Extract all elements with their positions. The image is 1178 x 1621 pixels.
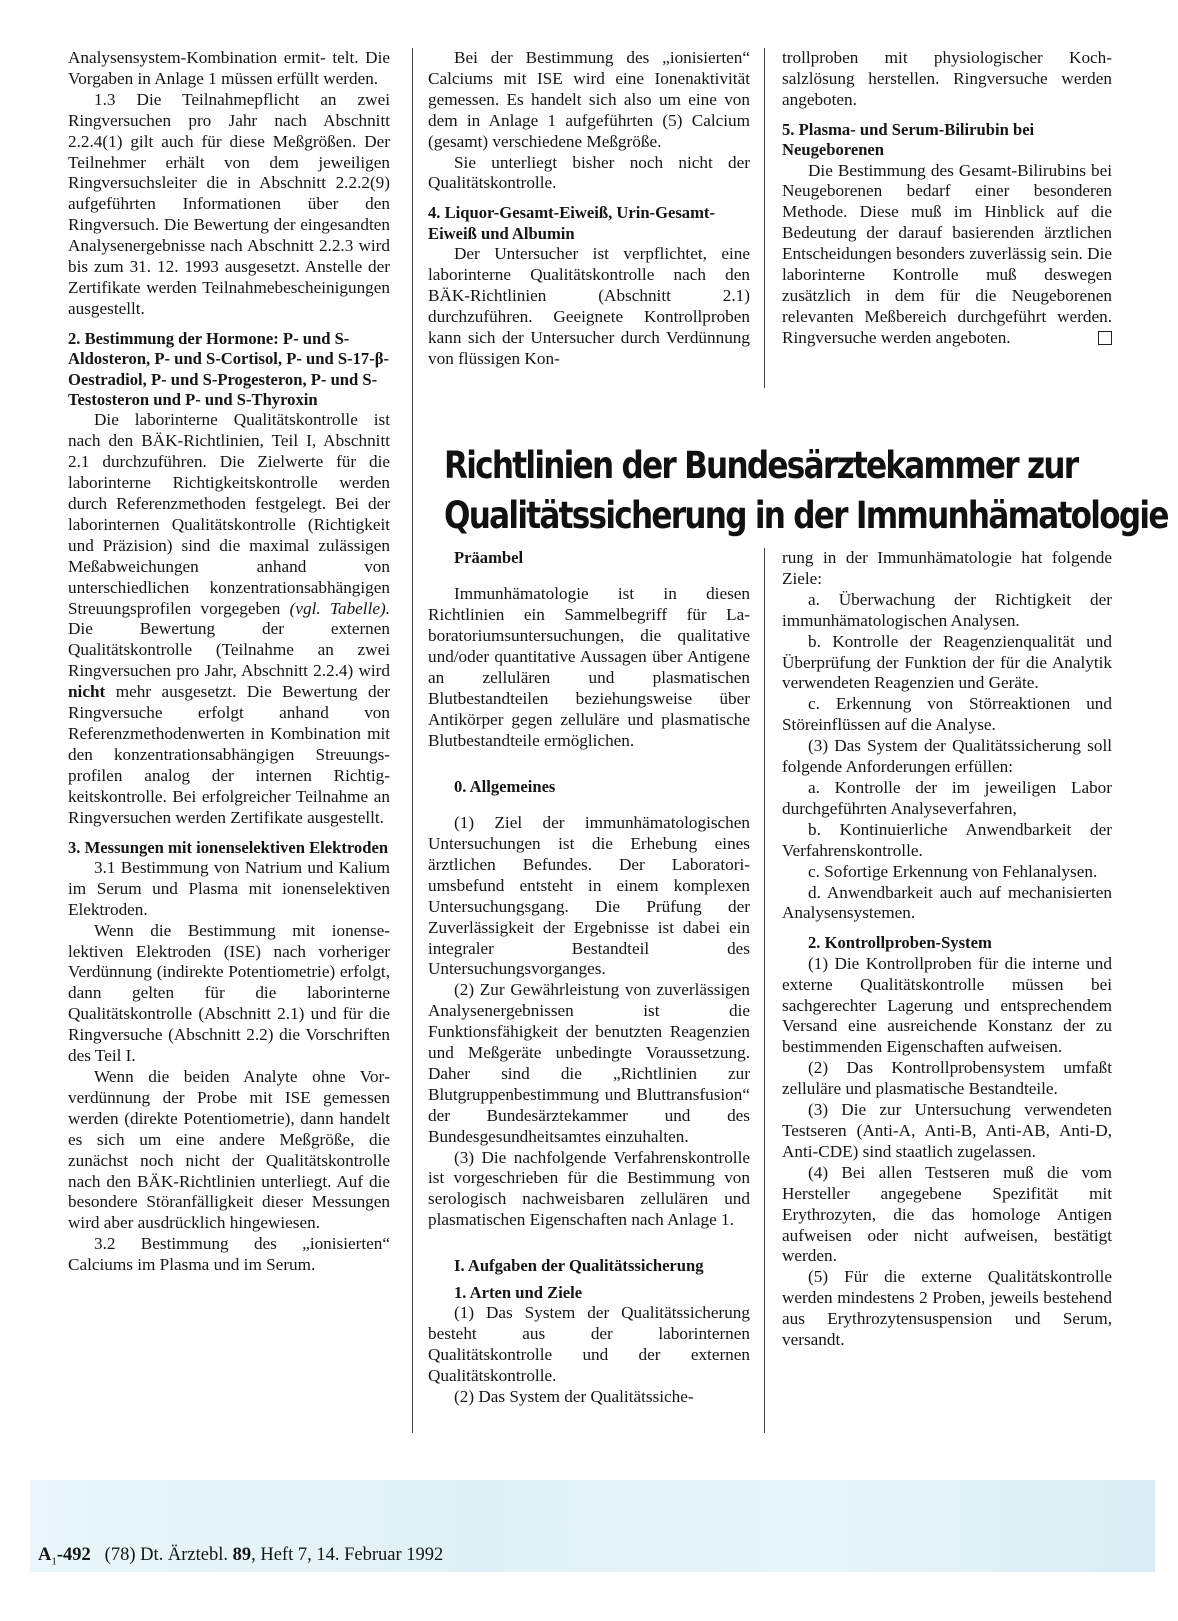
paragraph: d. Anwendbarkeit auch auf mechanisierten Analysensystemen. bbox=[782, 882, 1112, 923]
heading-praeambel: Präambel bbox=[454, 548, 524, 567]
paragraph: (2) Das System der Qualitätssiche- bbox=[454, 1386, 694, 1406]
column-rule bbox=[764, 548, 765, 1433]
heading-kontrollproben: 2. Kontrollproben-System bbox=[808, 933, 992, 953]
paragraph: a. Überwachung der Richtigkeit der immunhämatologischen Analysen. bbox=[782, 589, 1112, 630]
column-rule bbox=[412, 48, 413, 1433]
paragraph: Die laborinterne Qualitätskontrolle ist nach den BÄK-Richtlinien, Teil I, Abschnitt 2.1 durchzuführen. Die Zielwerte für die laborinterne Richtigkeitskontrolle werden durch Referenzmethoden festgelegt. Bei der laborinternen Qualitätskontrolle (Richtigkeit und Präzision) sind die maximal zulässigen Meßabweichungen anhand von unterschiedlichen konzentrationsabhängigen Streuungsprofilen vorgegeben (vgl. Tabelle). Die Bewertung der externen Qualitätskontrolle (Teilnahme an zwei Ringversuchen pro Jahr, Abschnitt 2.2.4) wird nicht mehr ausgesetzt. Die Bewertung der Ringversuche erfolgt anhand von Referenzmethodenwerten in Kombination mit den konzentrationsabhängigen Streuungsprofilen analog der internen Richtigkeitskontrolle. Bei erfolgreicher Teilnahme an Ringversuchen werden Zertifikate ausgestellt. bbox=[68, 410, 390, 827]
section-heading-2: 2. Bestimmung der Hormone: P- und S-Aldosteron, P- und S-Cortisol, P- und S-17-β-Oestradiol, P- und S-Progesteron, P- und S-Testosteron und P- und S-Thyroxin bbox=[68, 328, 389, 409]
paragraph: (2) Das Kontrollprobensystem umfaßt zelluläre und plasmatische Bestandteile. bbox=[782, 1058, 1112, 1099]
paragraph-1-3: 1.3 Die Teilnahmepflicht an zwei Ringversuchen pro Jahr nach Abschnitt 2.2.4(1) gilt auch für diese Meßgrößen. Der Teilnehmer erhält von dem jeweiligen Ringversuchsleiter die in Abschnitt 2.2.2(9) aufgeführten Informationen über den Ringversuch. Die Bewertung der eingesandten Analysenergebnisse nach Abschnitt 2.2.3 wird bis zum 31. 12. 1993 ausgesetzt. Anstelle der Zertifikate werden Teilnahmebescheinigungen ausgestellt. bbox=[68, 89, 390, 318]
heading-arten-und-ziele: 1. Arten und Ziele bbox=[454, 1282, 583, 1302]
paragraph: (1) Das System der Qualitätssicherung besteht aus der laborinternen Qualitätskontrolle und der externen Qualitätskontrolle. bbox=[428, 1303, 750, 1385]
paragraph: b. Kontinuierliche Anwendbarkeit der Verfahrenskontrolle. bbox=[782, 819, 1112, 860]
column-1 bbox=[68, 48, 390, 1276]
paragraph: Wenn die Bestimmung mit ionenselektiven Elektroden (ISE) nach vorheriger Verdünnung (indirekte Potentiometrie) erfolgt, dann gelten für die laborinterne Qualitätskontrolle (Abschnitt 2.1) und für die Ringversuche (Abschnitt 2.2) die Vorschriften des Teil I. bbox=[68, 920, 390, 1066]
column-3-bottom bbox=[782, 548, 1112, 1351]
column-2-bottom bbox=[428, 548, 750, 1408]
paragraph: b. Kontrolle der Reagenzienqualität und Überprüfung der Funktion der für die Analytik verwendeten Reagenzien und Geräte. bbox=[782, 631, 1112, 693]
paragraph: rung in der Immunhämatologie hat folgende Ziele: bbox=[782, 548, 1112, 588]
paragraph: Bei der Bestimmung des „ionisierten“ Calciums mit ISE wird eine Ionenaktivität gemessen. Es handelt sich also um eine von dem in Anlage 1 aufgeführten (5) Calcium (gesamt) verschiedene Meßgröße. bbox=[428, 48, 750, 151]
page-footer: $A_1-492$ (78) Dt. Ärztebl. 89, Heft 7, 14. Februar 1992 bbox=[38, 1545, 444, 1568]
paragraph: (4) Bei allen Testseren muß die vom Hersteller angegebene Spezifität mit Erythrozyten, die das homologe Antigen aufweisen oder nicht aufweisen, bestätigt werden. bbox=[782, 1162, 1112, 1266]
paragraph: (2) Zur Gewährleistung von zuverlässigen Analysenergebnissen ist die Funktionsfähigkeit der benutzten Reagenzien und Meßgeräte unbedingte Voraussetzung. Daher sind die „Richtlinien zur Blutgruppenbestimmung und Bluttransfusion“ der Bundesärztekammer und des Bundesgesundheitsamtes einzuhalten. bbox=[428, 980, 750, 1146]
section-heading-3: 3. Messungen mit ionenselektiven Elektroden bbox=[68, 837, 389, 857]
paragraph: (3) Die zur Untersuchung verwendeten Testseren (Anti-A, Anti-B, Anti-AB, Anti-D, Anti-CDE) sind staatlich zugelassen. bbox=[782, 1100, 1112, 1161]
paragraph: Analysensystem-Kombination ermit- telt. Die Vorgaben in Anlage 1 müssen erfüllt werden. bbox=[68, 48, 390, 88]
paragraph: Wenn die beiden Analyte ohne Vorverdünnung der Probe mit ISE gemessen werden (direkte Potentiometrie), dann handelt es sich um eine andere Meßgröße, die zunächst noch nicht der Qualitätskontrolle nach den BÄK-Richtlinien unterliegt. Auf die besondere Störanfälligkeit dieser Messungen wird aber ausdrücklich hingewiesen. bbox=[68, 1067, 390, 1233]
article-headline: Richtlinien der Bundesärztekammer zur Qualitätssicherung in der Immunhämatologie bbox=[444, 443, 1168, 537]
paragraph: c. Erkennung von Störreaktionen und Störeinflüssen auf die Analyse. bbox=[782, 694, 1112, 735]
end-of-article-icon bbox=[1098, 331, 1112, 345]
paragraph: 3.2 Bestimmung des „ionisierten“ Calciums im Plasma und im Serum. bbox=[68, 1234, 390, 1275]
column-3-top bbox=[782, 48, 1112, 349]
heading-allgemeines: 0. Allgemeines bbox=[454, 776, 556, 796]
paragraph: (5) Für die externe Qualitätskontrolle werden mindestens 2 Proben, jeweils bestehend aus Erythrozytensuspension und Serum, versandt. bbox=[782, 1267, 1112, 1350]
paragraph: Die Bestimmung des Gesamt-Bilirubins bei Neugeborenen bedarf einer besonderen Methode. Diese muß im Hinblick auf die Bedeutung der darauf basierenden ärztlichen Entscheidungen besonders zuverlässig sein. Die laborinterne Kontrolle muß deswegen zusätzlich in dem für die Neugeborenen relevanten Meßbereich durchgeführt werden. Ringversuche werden angeboten. bbox=[782, 160, 1112, 347]
paragraph: a. Kontrolle der im jeweiligen Labor durchgeführten Analyseverfahren, bbox=[782, 777, 1112, 818]
paragraph: 3.1 Bestimmung von Natrium und Kalium im Serum und Plasma mit ionenselektiven Elektroden. bbox=[68, 857, 390, 919]
paragraph: Der Untersucher ist verpflichtet, eine laborinterne Qualitätskontrolle nach den BÄK-Richtlinien (Abschnitt 2.1) durchzuführen. Geeignete Kontrollproben kann sich der Untersucher durch Verdünnung von flüssigen Kon- bbox=[428, 244, 750, 368]
paragraph: c. Sofortige Erkennung von Fehlanalysen. bbox=[808, 861, 1098, 881]
column-rule bbox=[764, 48, 765, 388]
paragraph: Sie unterliegt bisher noch nicht der Qualitätskontrolle. bbox=[428, 152, 750, 193]
column-2-top bbox=[428, 48, 750, 370]
paragraph: (3) Das System der Qualitätssicherung soll folgende Anforderungen erfüllen: bbox=[782, 736, 1112, 777]
heading-aufgaben: I. Aufgaben der Qualitätssicherung bbox=[454, 1256, 704, 1276]
section-heading-5: 5. Plasma- und Serum-Bilirubin bei Neugeborenen bbox=[782, 119, 1035, 160]
section-heading-4: 4. Liquor-Gesamt-Eiweiß, Urin-Gesamt-Eiweiß und Albumin bbox=[428, 203, 715, 243]
paragraph: (1) Die Kontrollproben für die interne und externe Qualitätskontrolle müssen bei sachgerechter Lagerung und entsprechendem Versand eine ausreichende Konstanz der zu bestimmenden Eigenschaften aufweisen. bbox=[782, 953, 1112, 1057]
paragraph: (1) Ziel der immunhämatologischen Untersuchungen ist die Erhebung eines ärztlichen Befundes. Der Laboratoriumsbefund entsteht in einem komplexen Untersuchungsgang. Die Prüfung der Zuverlässigkeit der Ergebnisse ist dabei ein integraler Bestandteil des Untersuchungsvorganges. bbox=[428, 813, 750, 979]
paragraph: (3) Die nachfolgende Verfahrenskontrolle ist vorgeschrieben für die Bestimmung von serologisch nachweisbaren zellulären und plasmatischen Eigenschaften nach Anlage 1. bbox=[428, 1147, 750, 1230]
paragraph: Immunhämatologie ist in diesen Richtlinien ein Sammelbegriff für Laboratoriumsuntersuchungen, die qualitative und/oder quantitative Aussagen über Antigene an zellulären und plasmatischen Blutbestandteilen beziehungsweise über Antikörper gegen zelluläre und plasmatische Blutbestandteile ermöglichen. bbox=[428, 584, 750, 750]
paragraph: trollproben mit physiologischer Kochsalzlösung herstellen. Ringversuche werden angeboten. bbox=[782, 48, 1112, 109]
